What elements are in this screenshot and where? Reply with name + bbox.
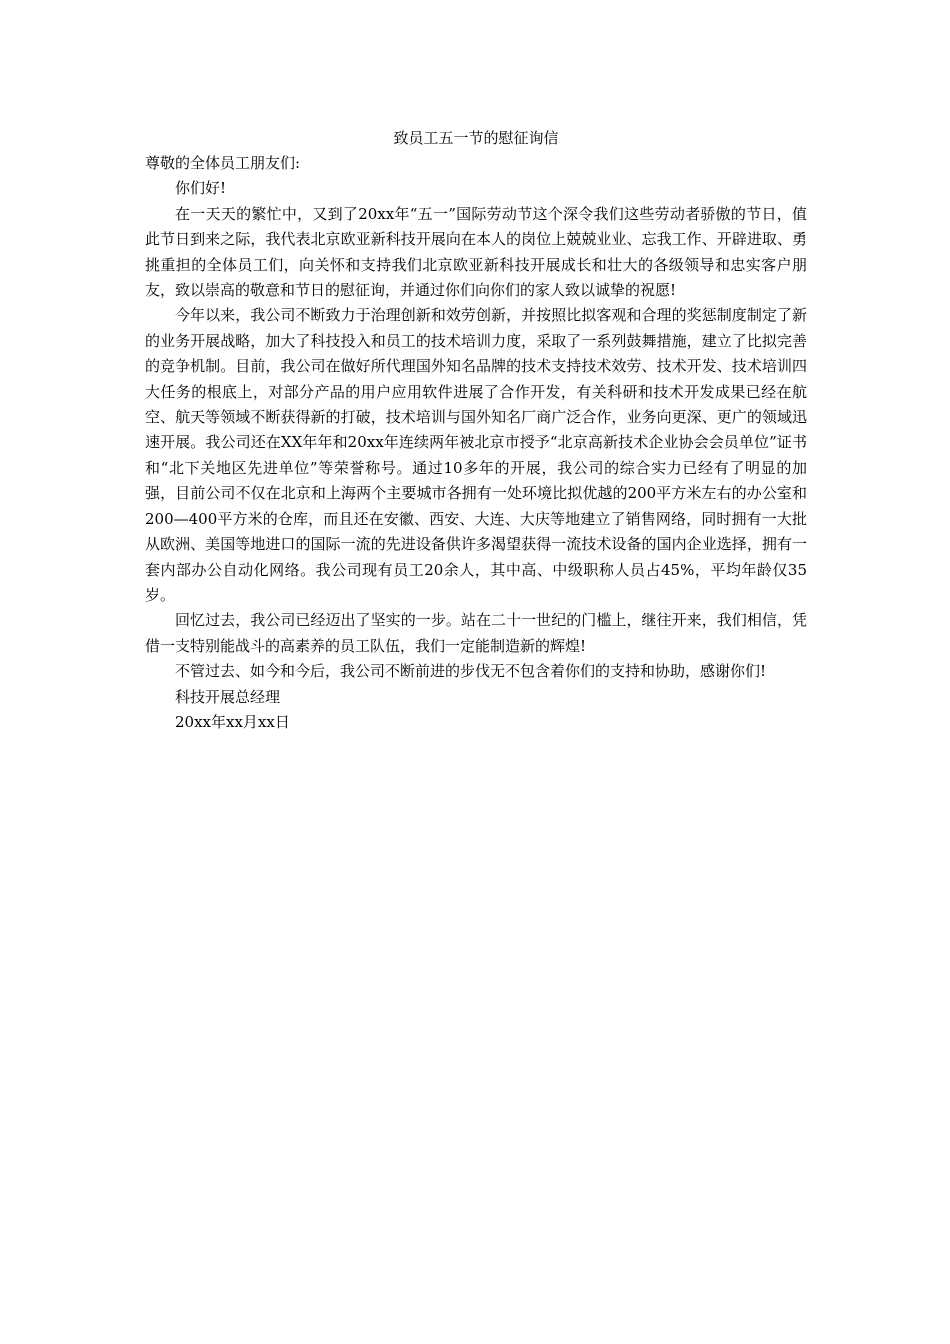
paragraph-1: 在一天天的繁忙中，又到了20xx年“五一”国际劳动节这个深令我们这些劳动者骄傲的节日，值此节日到来之际，我代表北京欧亚新科技开展向在本人的岗位上兢兢业业、忘我工作、开辟进取、勇挑重担的全体员工们，向关怀和支持我们北京欧亚新科技开展成长和壮大的各级领导和忠实客户朋友，致以崇高的敬意和节日的慰征询，并通过你们向你们的家人致以诚挚的祝愿! <box>145 204 807 300</box>
paragraph-4: 不管过去、如今和今后，我公司不断前进的步伐无不包含着你们的支持和协助，感谢你们! <box>175 662 767 681</box>
paragraph-3: 回忆过去，我公司已经迈出了坚实的一步。站在二十一世纪的门槛上，继往开来，我们相信，凭借一支特别能战斗的高素养的员工队伍，我们一定能制造新的辉煌! <box>145 611 807 655</box>
letter-date: 20xx年xx月xx日 <box>175 712 290 731</box>
letter-title: 致员工五一节的慰征询信 <box>393 129 559 147</box>
paragraph-2: 今年以来，我公司不断致力于治理创新和效劳创新，并按照比拟客观和合理的奖惩制度制定了新的业务开展战略，加大了科技投入和员工的技术培训力度，采取了一系列鼓舞措施，建立了比拟完善的竞争机制。目前，我公司在做好所代理国外知名品牌的技术支持技术效劳、技术开发、技术培训四大任务的根底上，对部分产品的用户应用软件进展了合作开发，有关科研和技术开发成果已经在航空、航天等领域不断获得新的打破，技术培训与国外知名厂商广泛合作，业务向更深、更广的领域迅速开展。我公司还在XX年年和20xx年连续两年被北京市授予“北京高新技术企业协会会员单位”证书和“北下关地区先进单位”等荣誉称号。通过10多年的开展，我公司的综合实力已经有了明显的加强，目前公司不仅在北京和上海两个主要城市各拥有一处环境比拟优越的200平方米左右的办公室和200—400平方米的仓库，而且还在安徽、西安、大连、大庆等地建立了销售网络，同时拥有一大批从欧洲、美国等地进口的国际一流的先进设备供许多渴望获得一流技术设备的国内企业选择，拥有一套内部办公自动化网络。我公司现有员工20余人，其中高、中级职称人员占45%，平均年龄仅35岁。 <box>145 306 807 604</box>
salutation: 尊敬的全体员工朋友们: <box>145 154 301 172</box>
letter-page <box>145 126 807 735</box>
greeting: 你们好! <box>175 179 227 198</box>
signature: 科技开展总经理 <box>175 687 281 706</box>
